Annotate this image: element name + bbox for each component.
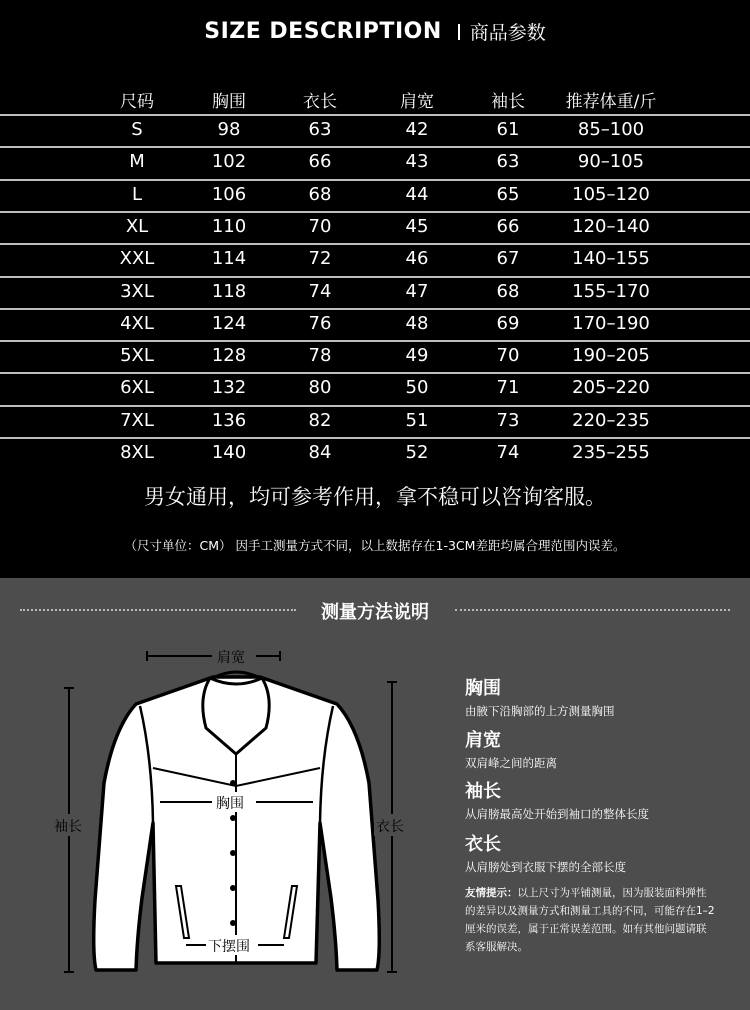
cell-length: 68 bbox=[308, 183, 332, 205]
cell-sleeve: 69 bbox=[496, 312, 520, 334]
button bbox=[230, 780, 236, 786]
cell-sleeve: 68 bbox=[496, 280, 520, 302]
cell-size: 7XL bbox=[120, 409, 154, 431]
cell-sleeve: 63 bbox=[496, 151, 520, 173]
measure-item-length bbox=[465, 830, 745, 875]
measure-title: 测量方法说明 bbox=[321, 602, 429, 623]
cell-shoulder: 52 bbox=[405, 442, 429, 463]
table-row bbox=[0, 181, 750, 212]
cell-chest: 128 bbox=[211, 345, 247, 367]
title-divider bbox=[458, 24, 460, 40]
col-header-chest: 胸围 bbox=[212, 92, 246, 112]
cell-length: 66 bbox=[308, 151, 332, 173]
cell-weight: 155–170 bbox=[572, 280, 650, 302]
button bbox=[230, 920, 236, 926]
cell-chest: 118 bbox=[211, 280, 247, 302]
cell-weight: 105–120 bbox=[572, 183, 650, 205]
table-row bbox=[0, 310, 750, 341]
cell-length: 72 bbox=[308, 248, 332, 270]
cell-chest: 140 bbox=[211, 442, 247, 463]
hem-label: 下摆围 bbox=[208, 939, 250, 955]
measure-item-title: 袖长 bbox=[465, 781, 501, 802]
cell-shoulder: 50 bbox=[405, 377, 429, 399]
cell-sleeve: 67 bbox=[496, 248, 520, 270]
cell-chest: 124 bbox=[211, 312, 247, 334]
cell-sleeve: 61 bbox=[496, 119, 520, 140]
unit-note: （尺寸单位：CM） 因手工测量方式不同，以上数据存在1-3CM差距均属合理范围内误差。 bbox=[124, 538, 626, 553]
col-header-length: 衣长 bbox=[303, 92, 337, 112]
measure-item-title: 衣长 bbox=[465, 834, 501, 855]
cell-size: 3XL bbox=[120, 280, 154, 302]
cell-size: 5XL bbox=[120, 345, 154, 367]
cell-chest: 136 bbox=[211, 409, 247, 431]
title-en: SIZE DESCRIPTION bbox=[204, 19, 442, 44]
col-header-shoulder: 肩宽 bbox=[400, 92, 434, 112]
cell-chest: 132 bbox=[211, 377, 247, 399]
cell-weight: 120–140 bbox=[572, 215, 650, 237]
cell-sleeve: 70 bbox=[496, 345, 520, 367]
col-header-sleeve: 袖长 bbox=[491, 92, 525, 112]
button bbox=[230, 850, 236, 856]
col-header-weight: 推荐体重/斤 bbox=[565, 92, 657, 112]
cell-weight: 235–255 bbox=[572, 442, 650, 463]
table-row bbox=[0, 148, 750, 179]
cell-size: M bbox=[129, 151, 145, 173]
table-row bbox=[0, 407, 750, 438]
cell-sleeve: 73 bbox=[496, 409, 520, 431]
measure-item-shoulder bbox=[465, 726, 745, 771]
length-label: 衣长 bbox=[376, 819, 404, 835]
button bbox=[230, 815, 236, 821]
measure-item-chest bbox=[465, 674, 745, 719]
cell-length: 82 bbox=[308, 409, 332, 431]
tip-label: 友情提示： bbox=[465, 887, 518, 899]
table-row bbox=[0, 342, 750, 373]
jacket-diagram bbox=[0, 578, 460, 1010]
measure-item-sleeve bbox=[465, 777, 745, 822]
cell-length: 84 bbox=[308, 442, 332, 463]
cell-shoulder: 47 bbox=[405, 280, 429, 302]
table-row bbox=[0, 245, 750, 276]
table-row bbox=[0, 116, 750, 147]
cell-chest: 106 bbox=[211, 183, 247, 205]
cell-shoulder: 49 bbox=[405, 345, 429, 367]
cell-length: 80 bbox=[308, 377, 332, 399]
cell-size: 8XL bbox=[120, 442, 154, 463]
cell-shoulder: 48 bbox=[405, 312, 429, 334]
shoulder-label: 肩宽 bbox=[217, 650, 245, 666]
tip-text: 以上尺寸为平铺测量，因为服装面料弹性的差异以及测量方式和测量工具的不同，可能存在1–2厘米的误差，属于正常误差范围。如有其他问题请联系客服解决。 bbox=[465, 887, 715, 953]
cell-size: XXL bbox=[119, 248, 155, 270]
cell-size: S bbox=[131, 119, 143, 140]
col-header-size: 尺码 bbox=[120, 92, 154, 112]
header bbox=[0, 18, 750, 58]
title-cn: 商品参数 bbox=[469, 22, 546, 44]
cell-shoulder: 42 bbox=[405, 119, 429, 140]
cell-shoulder: 43 bbox=[405, 151, 429, 173]
cell-length: 63 bbox=[308, 119, 332, 140]
measure-item-desc: 由腋下沿胸部的上方测量胸围 bbox=[465, 704, 615, 718]
measure-item-desc: 双肩峰之间的距离 bbox=[465, 756, 557, 770]
cell-sleeve: 65 bbox=[496, 183, 520, 205]
measure-item-title: 胸围 bbox=[465, 678, 501, 699]
table-row bbox=[0, 439, 750, 470]
measure-item-title: 肩宽 bbox=[465, 730, 501, 751]
cell-shoulder: 51 bbox=[405, 409, 429, 431]
cell-sleeve: 71 bbox=[496, 377, 520, 399]
cell-chest: 110 bbox=[211, 215, 247, 237]
measure-section bbox=[0, 578, 750, 1010]
cell-weight: 220–235 bbox=[572, 409, 650, 431]
cell-weight: 90–105 bbox=[577, 151, 645, 173]
cell-shoulder: 46 bbox=[405, 248, 429, 270]
measure-item-desc: 从肩膀处到衣服下摆的全部长度 bbox=[465, 860, 626, 874]
cell-size: 4XL bbox=[120, 312, 154, 334]
cell-length: 76 bbox=[308, 312, 332, 334]
cell-weight: 170–190 bbox=[572, 312, 650, 334]
cell-weight: 205–220 bbox=[572, 377, 650, 399]
cell-length: 78 bbox=[308, 345, 332, 367]
cell-sleeve: 74 bbox=[496, 442, 520, 463]
cell-length: 74 bbox=[308, 280, 332, 302]
cell-shoulder: 44 bbox=[405, 183, 429, 205]
table-row bbox=[0, 213, 750, 244]
table-header bbox=[0, 84, 750, 114]
cell-size: L bbox=[131, 183, 143, 205]
cell-chest: 114 bbox=[211, 248, 247, 270]
cell-sleeve: 66 bbox=[496, 215, 520, 237]
friendly-tip bbox=[465, 884, 715, 956]
cell-size: 6XL bbox=[120, 377, 154, 399]
cell-weight: 140–155 bbox=[572, 248, 650, 270]
cell-size: XL bbox=[125, 215, 149, 237]
button bbox=[230, 885, 236, 891]
measure-item-desc: 从肩膀最高处开始到袖口的整体长度 bbox=[465, 807, 649, 821]
cell-weight: 190–205 bbox=[572, 345, 650, 367]
cell-length: 70 bbox=[308, 215, 332, 237]
cell-chest: 102 bbox=[211, 151, 247, 173]
cell-chest: 98 bbox=[217, 119, 241, 140]
table-row bbox=[0, 374, 750, 405]
cell-shoulder: 45 bbox=[405, 215, 429, 237]
cell-weight: 85–100 bbox=[577, 119, 645, 140]
unisex-note: 男女通用，均可参考作用，拿不稳可以咨询客服。 bbox=[144, 485, 606, 509]
sleeve-label: 袖长 bbox=[54, 819, 82, 835]
chest-label: 胸围 bbox=[216, 796, 244, 812]
table-row bbox=[0, 278, 750, 309]
